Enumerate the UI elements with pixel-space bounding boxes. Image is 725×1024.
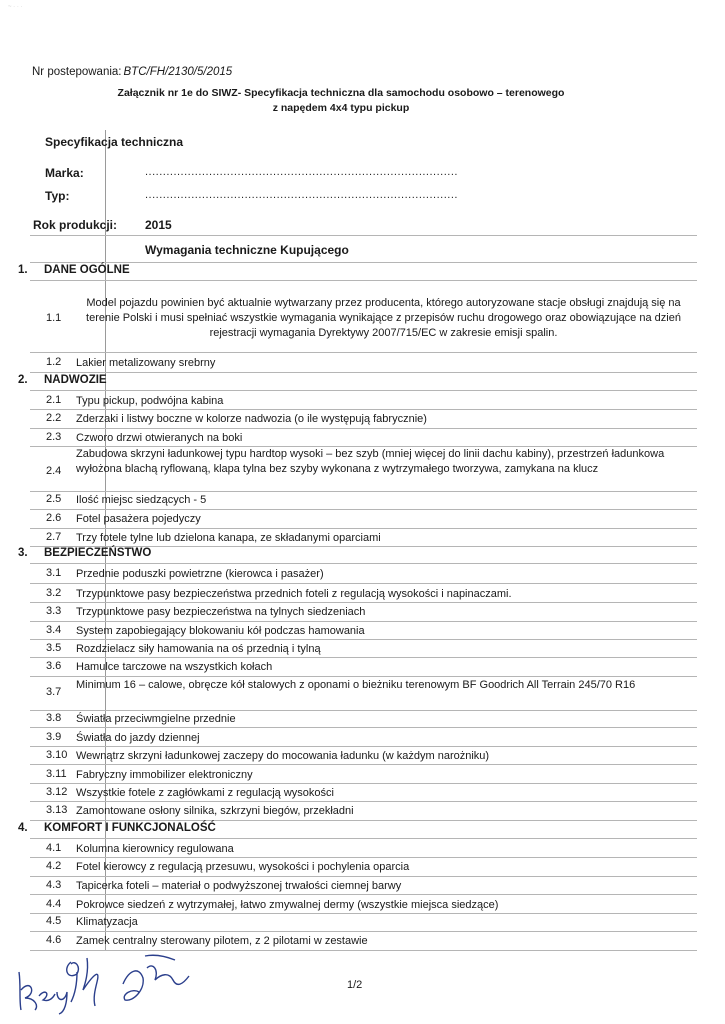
row-text: Światła do jazdy dziennej xyxy=(76,732,200,744)
row-number: 4.4 xyxy=(46,898,62,910)
divider xyxy=(30,657,697,658)
divider xyxy=(30,913,697,914)
row-text: Typu pickup, podwójna kabina xyxy=(76,395,224,407)
reference-value: BTC/FH/2130/5/2015 xyxy=(123,66,233,78)
row-number: 3.10 xyxy=(46,749,68,761)
handwritten-signatures xyxy=(5,948,205,1018)
divider xyxy=(30,583,697,584)
row-number: 3.9 xyxy=(46,731,62,743)
row-text: Zamek centralny sterowany pilotem, z 2 pilotami w zestawie xyxy=(76,935,368,947)
divider xyxy=(30,621,697,622)
row-number: 3.11 xyxy=(46,768,67,780)
divider xyxy=(30,710,697,711)
row-number: 2.2 xyxy=(46,412,62,424)
divider xyxy=(30,602,697,603)
attachment-title-line-1: Załącznik nr 1e do SIWZ- Specyfikacja techniczna dla samochodu osobowo – terenowego xyxy=(117,87,565,99)
divider xyxy=(30,491,697,492)
row-text: Pokrowce siedzeń z wytrzymałej, łatwo zmywalnej dermy (wszystkie miejsca siedzące) xyxy=(76,899,499,911)
divider xyxy=(30,390,697,391)
row-number: 1.1 xyxy=(46,312,62,324)
divider xyxy=(30,639,697,640)
row-number: 1.2 xyxy=(46,356,62,368)
reference-number xyxy=(32,66,232,78)
divider xyxy=(30,727,697,728)
row-text: Zabudowa skrzyni ładunkowej typu hardtop wysoki – bez szyb (mniej więcej do linii dachu kabiny), przestrzeń ładunkowa wyłożona blachą ryflowaną, klapa tylna bez szyby wykonana z wytrzymałego tworzywa, zamykana na klucz xyxy=(76,448,665,475)
divider xyxy=(30,876,697,877)
row-text: Model pojazdu powinien być aktualnie wytwarzany przez producenta, którego autoryzowane stacje obsługi znajdują się na terenie Polski i musi spełniać wszystkie wymagania wynikające z przepisów ruchu drogowego oraz obowiązujące na dzień rejestracji wymagania Dyrektywy 2007/715/EC w zakresie emisji spalin. xyxy=(86,297,681,339)
year-label: Rok produkcji: xyxy=(33,218,118,232)
row-text: System zapobiegający blokowaniu kół podczas hamowania xyxy=(76,625,365,637)
divider xyxy=(30,783,697,784)
row-text: Przednie poduszki powietrzne (kierowca i pasażer) xyxy=(76,568,324,580)
row-text: Wewnątrz skrzyni ładunkowej zaczepy do mocowania ładunku (w każdym narożniku) xyxy=(76,750,490,762)
row-number: 3.12 xyxy=(46,786,68,798)
divider xyxy=(30,764,697,765)
row-number: 3.8 xyxy=(46,712,62,724)
row-text: Ilość miejsc siedzących - 5 xyxy=(76,494,207,506)
row-text: Klimatyzacja xyxy=(76,916,138,928)
row-number: 2.7 xyxy=(46,531,62,543)
row-text: Rozdzielacz siły hamowania na oś przednią i tylną xyxy=(76,643,321,655)
divider xyxy=(30,820,697,821)
row-number: 4.2 xyxy=(46,860,62,872)
section-heading: 1. DANE OGÓLNE xyxy=(18,264,130,276)
divider xyxy=(30,857,697,858)
row-number: 3.3 xyxy=(46,605,62,617)
row-number: 3.6 xyxy=(46,660,62,672)
row-number: 3.13 xyxy=(46,804,68,816)
divider xyxy=(30,372,697,373)
row-text: Światła przeciwmgielne przednie xyxy=(76,713,236,725)
divider xyxy=(30,280,697,281)
row-text: Minimum 16 – calowe, obręcze kół stalowych z oponami o bieżniku terenowym BF Goodrich All Terrain 245/70 R16 xyxy=(76,679,636,691)
row-text: Kolumna kierownicy regulowana xyxy=(76,843,234,855)
section-heading: 3. BEZPIECZEŃSTWO xyxy=(18,547,152,559)
section-heading: 2. NADWOZIE xyxy=(18,374,107,386)
divider xyxy=(30,352,697,353)
row-text: Hamulce tarczowe na wszystkich kołach xyxy=(76,661,273,673)
divider xyxy=(30,528,697,529)
divider xyxy=(30,931,697,932)
type-blank: ........................................................................................ xyxy=(145,189,458,201)
row-text: Trzy fotele tylne lub dzielona kanapa, ze składanymi oparciami xyxy=(76,532,381,544)
row-text: Zamontowane osłony silnika, szkrzyni biegów, przekładni xyxy=(76,805,354,817)
row-number: 3.2 xyxy=(46,587,62,599)
divider xyxy=(30,563,697,564)
row-number: 4.1 xyxy=(46,842,62,854)
row-text: Trzypunktowe pasy bezpieczeństwa na tylnych siedzeniach xyxy=(76,606,366,618)
year-value: 2015 xyxy=(145,218,172,232)
row-text: Tapicerka foteli – materiał o podwyższonej trwałości ciemnej barwy xyxy=(76,880,402,892)
divider xyxy=(30,894,697,895)
row-number: 2.4 xyxy=(46,465,62,477)
type-label: Typ: xyxy=(45,189,70,203)
divider xyxy=(30,746,697,747)
row-number: 4.5 xyxy=(46,915,62,927)
divider xyxy=(30,428,697,429)
page-number: 1/2 xyxy=(347,979,363,991)
row-text: Fotel kierowcy z regulacją przesuwu, wysokości i pochylenia oparcia xyxy=(76,861,410,873)
attachment-title-line-2: z napędem 4x4 typu pickup xyxy=(272,102,410,114)
row-number: 2.3 xyxy=(46,431,62,443)
row-number: 3.4 xyxy=(46,624,62,636)
row-text: Zderzaki i listwy boczne w kolorze nadwozia (o ile występują fabrycznie) xyxy=(76,413,427,425)
row-number: 3.5 xyxy=(46,642,62,654)
row-text: Fabryczny immobilizer elektroniczny xyxy=(76,769,253,781)
divider xyxy=(30,235,697,236)
row-number: 4.3 xyxy=(46,879,62,891)
brand-label: Marka: xyxy=(45,166,84,180)
divider xyxy=(30,509,697,510)
divider xyxy=(30,262,697,263)
row-text: Wszystkie fotele z zagłówkami z regulacją wysokości xyxy=(76,787,334,799)
brand-blank: ........................................................................................ xyxy=(145,166,458,178)
row-number: 2.5 xyxy=(46,493,62,505)
divider xyxy=(30,801,697,802)
row-number: 3.1 xyxy=(46,567,62,579)
scan-artifact: ~ · · · xyxy=(8,4,23,10)
row-number: 4.6 xyxy=(46,934,62,946)
row-text: Czworo drzwi otwieranych na boki xyxy=(76,432,243,444)
requirements-title: Wymagania techniczne Kupującego xyxy=(145,243,349,257)
section-heading: 4. KOMFORT I FUNKCJONALOŚĆ xyxy=(18,822,216,834)
row-number: 2.1 xyxy=(46,394,62,406)
spec-title: Specyfikacja techniczna xyxy=(45,135,184,149)
row-text: Lakier metalizowany srebrny xyxy=(76,357,216,369)
divider xyxy=(30,676,697,677)
divider xyxy=(30,838,697,839)
row-text: Trzypunktowe pasy bezpieczeństwa przednich foteli z regulacją wysokości i napinaczami. xyxy=(76,588,512,600)
divider xyxy=(30,409,697,410)
row-number: 2.6 xyxy=(46,512,62,524)
row-text: Fotel pasażera pojedyczy xyxy=(76,513,201,525)
reference-label: Nr postepowania: xyxy=(32,66,122,78)
row-number: 3.7 xyxy=(46,686,62,698)
